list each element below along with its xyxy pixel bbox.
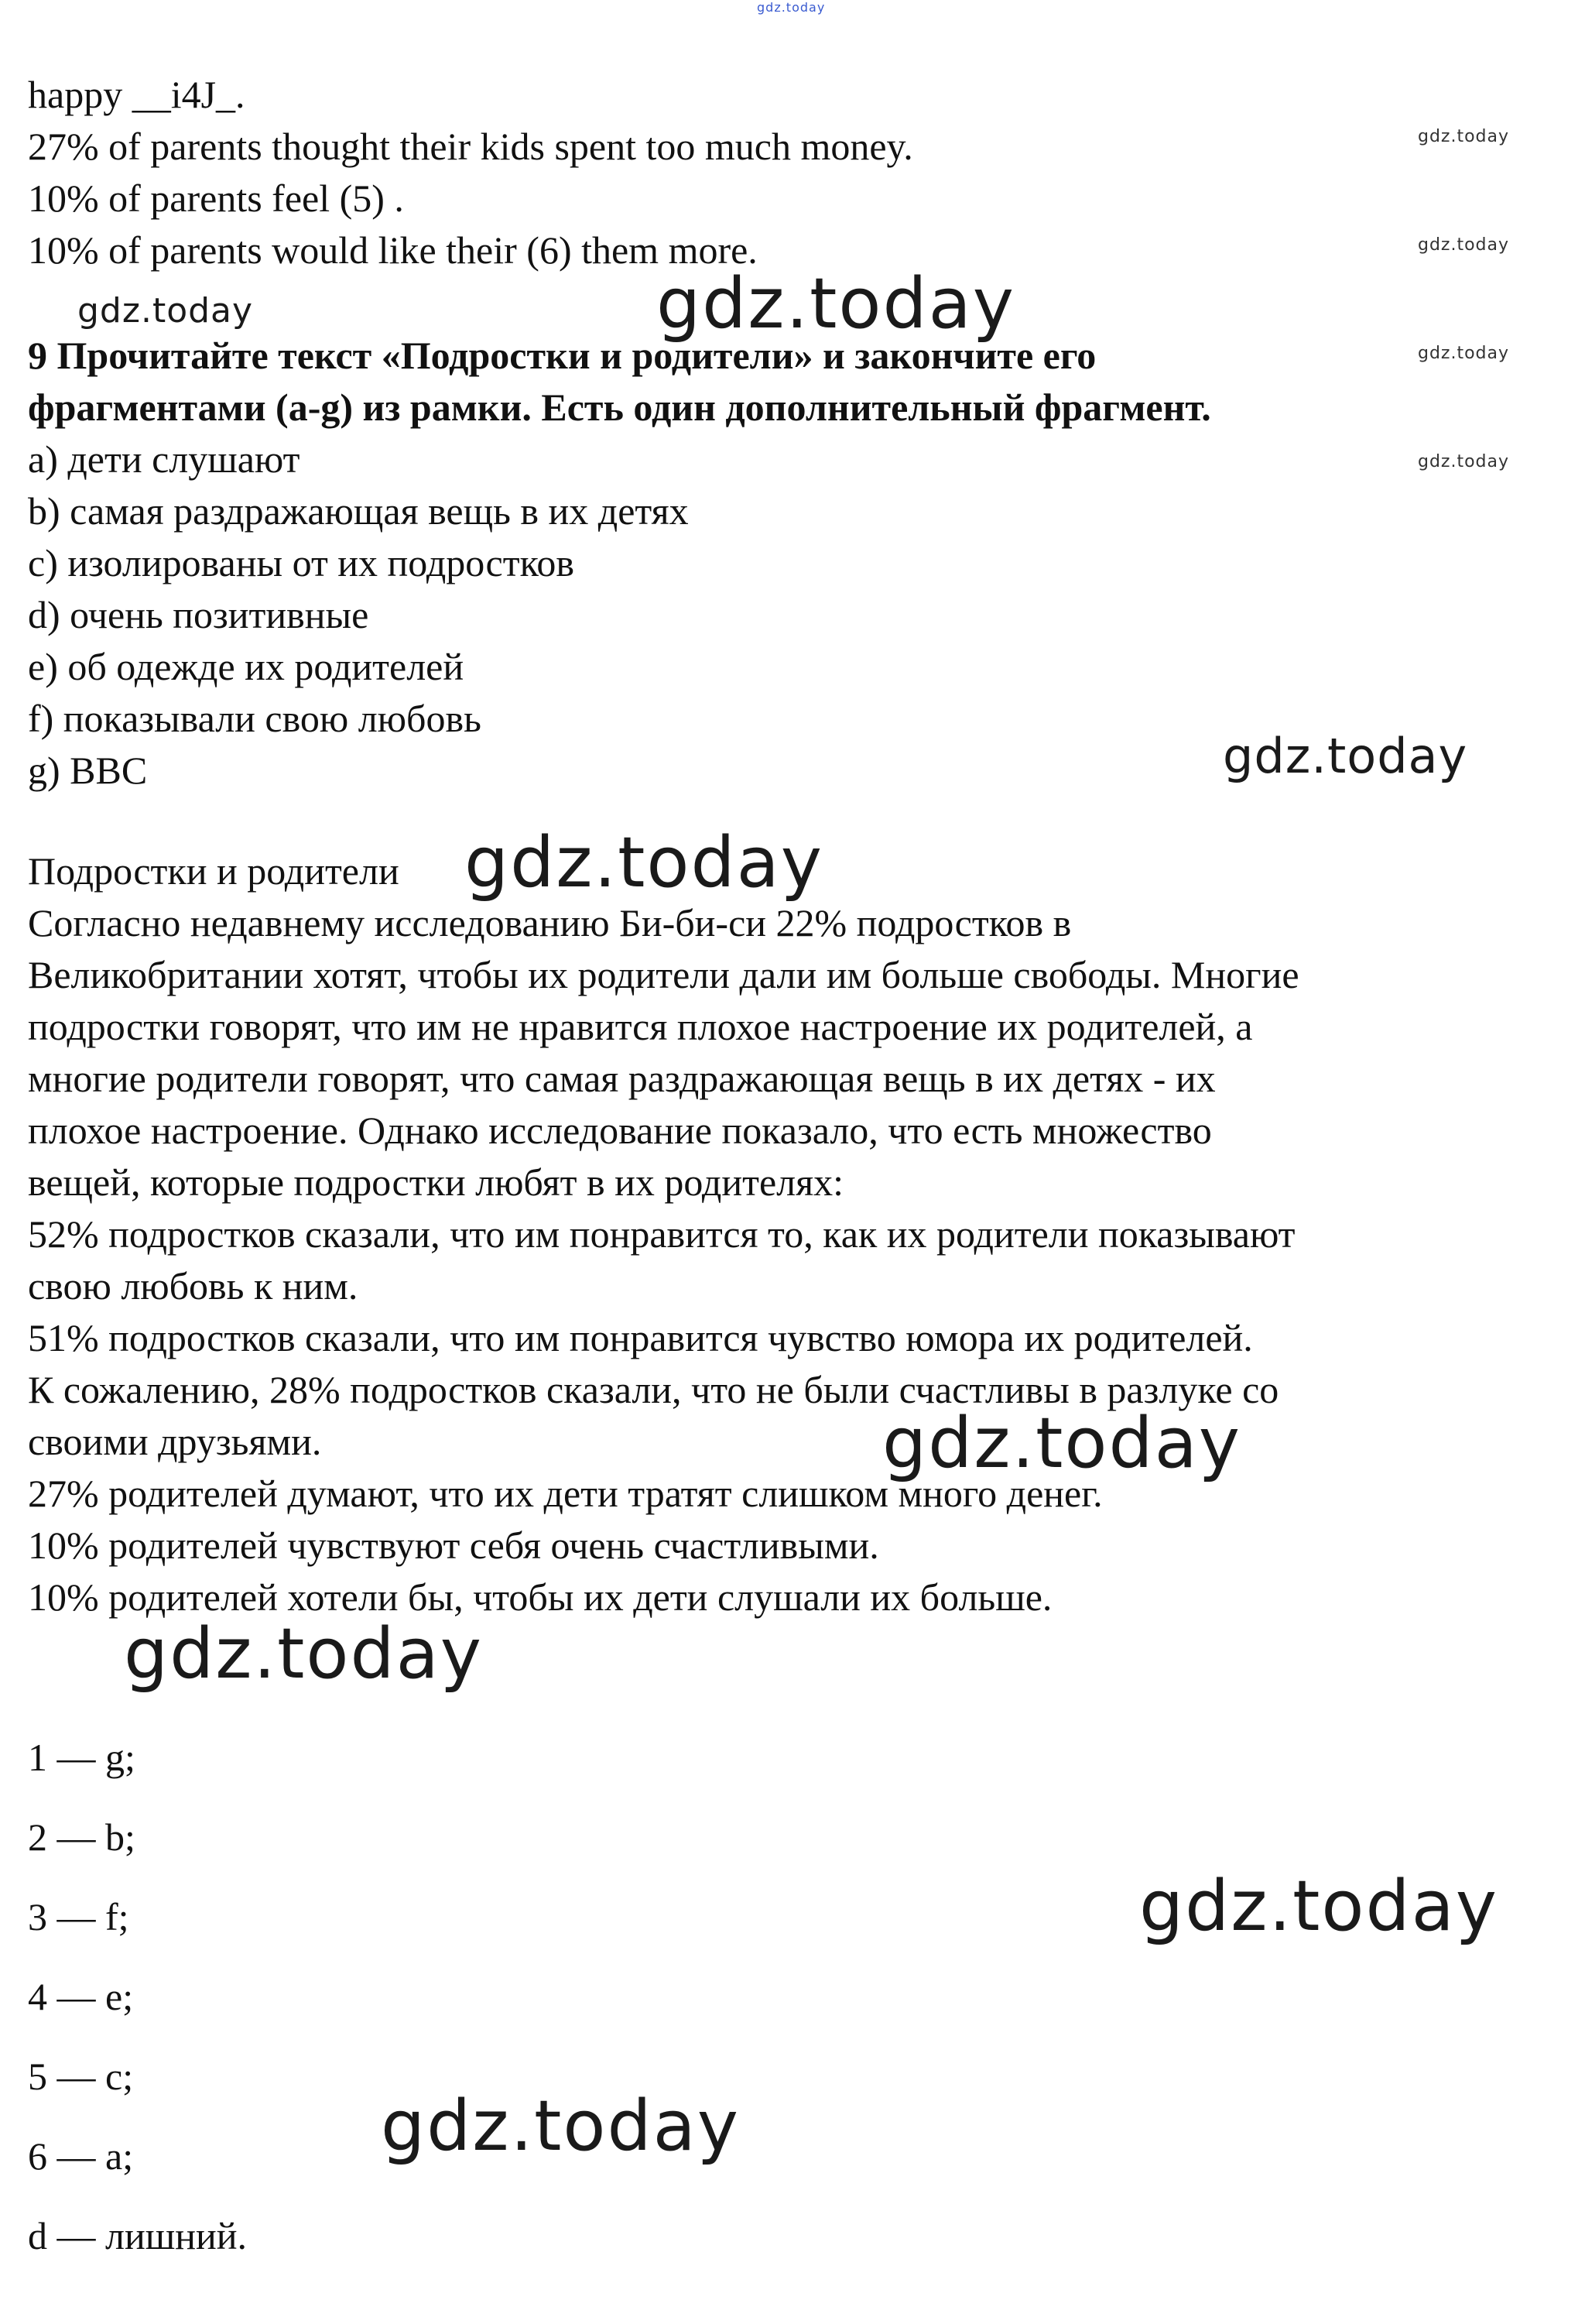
watermark: gdz.today (381, 2086, 741, 2167)
option-e: e) об одежде их родителей (28, 645, 464, 688)
text-line-3: подростки говорят, что им не нравится плохое настроение их родителей, а (28, 1005, 1253, 1048)
task-heading-line-1: 9 Прочитайте текст «Подростки и родители» и закончите его (28, 334, 1097, 377)
task-heading-line-2: фрагментами (a-g) из рамки. Есть один дополнительный фрагмент. (28, 386, 1211, 429)
option-a: a) дети слушают (28, 437, 300, 481)
answer-6: 6 — a; (28, 2134, 134, 2178)
text-line-6: вещей, которые подростки любят в их родителях: (28, 1160, 844, 1204)
option-b: b) самая раздражающая вещь в их детях (28, 489, 689, 533)
text-title: Подростки и родители (28, 849, 399, 893)
text-line-2: Великобритании хотят, чтобы их родители дали им больше свободы. Многие (28, 953, 1299, 996)
text-line-10: К сожалению, 28% подростков сказали, что не были счастливы в разлуке со (28, 1368, 1279, 1411)
watermark: gdz.today (882, 1403, 1242, 1484)
option-d: d) очень позитивные (28, 593, 369, 636)
text-line-12: 27% родителей думают, что их дети тратят слишком много денег. (28, 1472, 1103, 1515)
intro-line-1: happy __i4J_. (28, 73, 245, 116)
watermark: gdz.today (1418, 344, 1510, 363)
text-line-7: 52% подростков сказали, что им понравится то, как их родители показывают (28, 1212, 1296, 1256)
top-watermark: gdz.today (757, 0, 826, 15)
watermark: gdz.today (1418, 127, 1510, 146)
watermark: gdz.today (1418, 452, 1510, 471)
answer-2: 2 — b; (28, 1815, 135, 1859)
answer-5: 5 — c; (28, 2055, 134, 2098)
intro-line-4: 10% of parents would like their (6) them more. (28, 228, 758, 272)
watermark: gdz.today (1418, 235, 1510, 255)
text-line-5: плохое настроение. Однако исследование показало, что есть множество (28, 1109, 1212, 1152)
watermark: gdz.today (77, 291, 254, 331)
option-f: f) показывали свою любовь (28, 697, 481, 740)
intro-line-3: 10% of parents feel (5) . (28, 177, 404, 220)
answer-4: 4 — e; (28, 1975, 134, 2018)
text-line-14: 10% родителей хотели бы, чтобы их дети слушали их больше. (28, 1575, 1053, 1619)
watermark: gdz.today (1223, 728, 1468, 784)
text-line-9: 51% подростков сказали, что им понравится чувство юмора их родителей. (28, 1316, 1253, 1359)
watermark: gdz.today (464, 822, 824, 903)
answer-1: 1 — g; (28, 1736, 135, 1779)
intro-line-2: 27% of parents thought their kids spent too much money. (28, 125, 913, 168)
watermark: gdz.today (1139, 1866, 1499, 1947)
answer-3: 3 — f; (28, 1895, 129, 1938)
text-line-11: своими друзьями. (28, 1420, 322, 1463)
watermark: gdz.today (656, 263, 1016, 344)
answer-extra: d — лишний. (28, 2214, 247, 2257)
watermark: gdz.today (124, 1613, 484, 1695)
text-line-1: Согласно недавнему исследованию Би-би-си 22% подростков в (28, 901, 1072, 944)
option-g: g) BBC (28, 749, 148, 792)
text-line-13: 10% родителей чувствуют себя очень счастливыми. (28, 1524, 879, 1567)
text-line-8: свою любовь к ним. (28, 1264, 358, 1308)
option-c: c) изолированы от их подростков (28, 541, 574, 584)
text-line-4: многие родители говорят, что самая раздражающая вещь в их детях - их (28, 1057, 1216, 1100)
